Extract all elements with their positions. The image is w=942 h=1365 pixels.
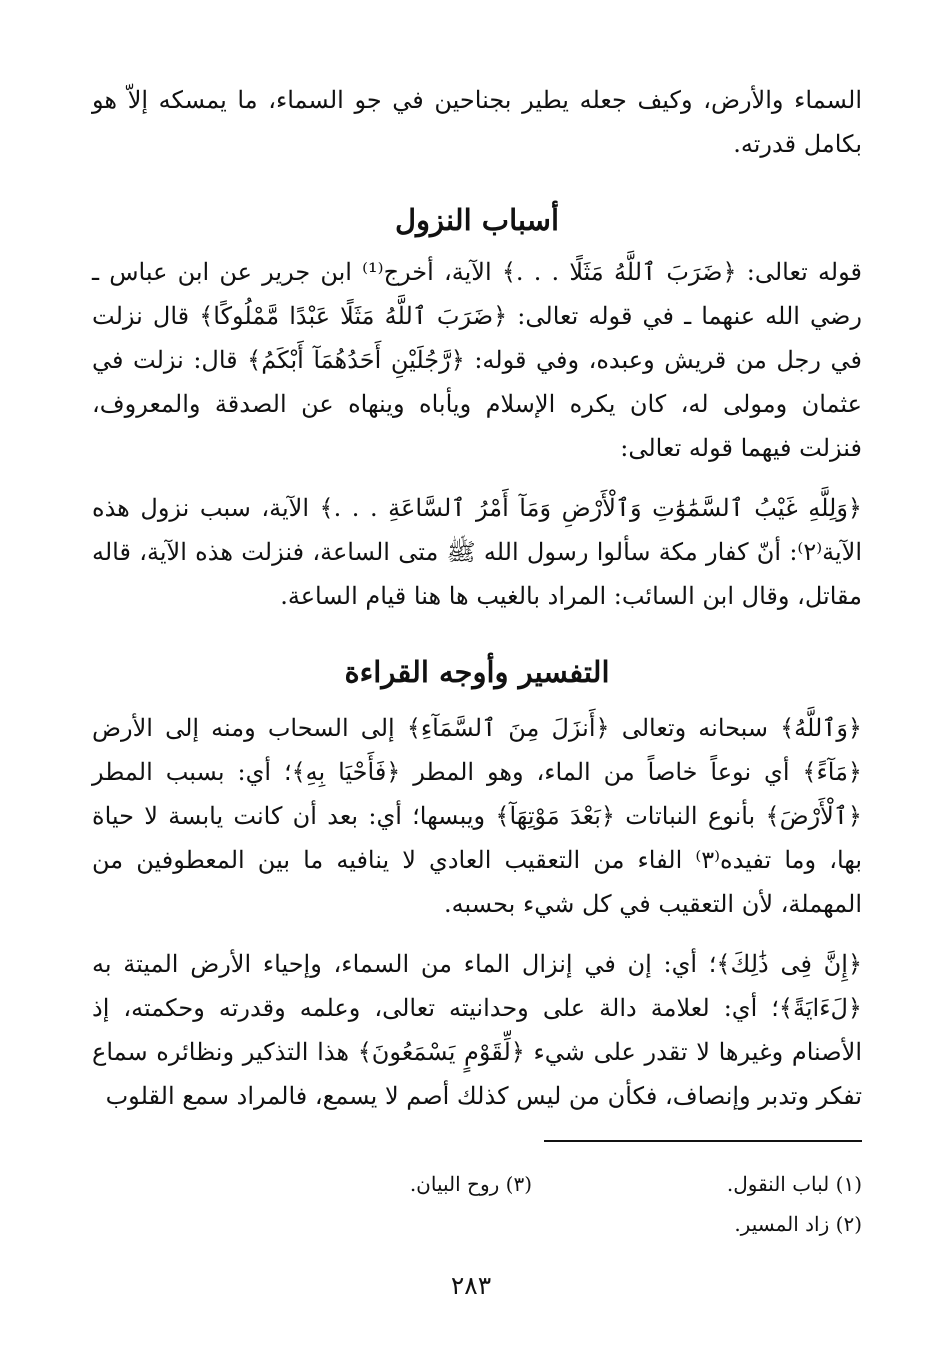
tafsir-paragraph-2: ﴿إِنَّ فِى ذَٰلِكَ﴾؛ أي: إن في إنزال الماء من السماء، وإحياء الأرض الميتة به ﴿لَءَايَةً﴾؛ أي: لعلامة دالة على وحدانيته تعالى، وعلمه وقدرته وحكمته، إذ الأصنام وغيرها لا تقدر على شيء ﴿لِّقَوْمٍ يَسْمَعُونَ﴾ هذا التذكير ونظائره سماع تفكر وتدبر وإنصاف، فكأن من ليس كذلك أصم لا يسمع، فالمراد سمع القلوب: [92, 950, 863, 1110]
footnotes: [92, 1140, 862, 1244]
section-heading-asbab: أسباب النزول: [394, 203, 560, 237]
footnote-3: (٣) روح البيان.: [409, 1172, 532, 1196]
footnote-1: (١) لباب النقول.: [726, 1172, 862, 1196]
intro-paragraph: السماء والأرض، وكيف جعله يطير بجناحين في جو السماء، ما يمسكه إلاّ هو بكامل قدرته.: [92, 86, 862, 158]
tafsir-paragraph-1: ﴿وَٱللَّهُ﴾ سبحانه وتعالى ﴿أَنزَلَ مِنَ ٱلسَّمَآءِ﴾ إلى السحاب ومنه إلى الأرض ﴿مَآءً﴾ أي نوعاً خاصاً من الماء، وهو المطر ﴿فَأَحْيَا بِهِ﴾؛ أي: بسبب المطر ﴿ٱلْأَرْضَ﴾ بأنوع النباتات ﴿بَعْدَ مَوْتِهَآ﴾ ويبسها؛ أي: بعد أن كانت يابسة لا حياة بها، وما تفيده⁽٣⁾ الفاء من التعقيب العادي لا ينافيه ما بين المعطوفين من المهملة، لأن التعقيب في كل شيء بحسبه.: [92, 714, 862, 918]
section-heading-tafsir: التفسير وأوجه القراءة: [344, 655, 610, 689]
footnote-row-1: [92, 1164, 862, 1204]
asbab-paragraph-2: ﴿وَلِلَّهِ غَيْبُ ٱلسَّمَٰوَٰتِ وَٱلْأَرْضِ وَمَآ أَمْرُ ٱلسَّاعَةِ . . .﴾ الآية، سبب نزول هذه الآية⁽٢⁾: أنّ كفار مكة سألوا رسول الله ﷺ متى الساعة، فنزلت هذه الآية، قاله مقاتل، وقال ابن السائب: المراد بالغيب ها هنا قيام الساعة.: [92, 494, 863, 610]
footnote-2: (٢) زاد المسير.: [734, 1212, 862, 1236]
footnote-divider: [544, 1140, 862, 1142]
footnote-row-2: [92, 1204, 862, 1244]
main-text: [92, 78, 862, 1118]
asbab-paragraph-1: قوله تعالى: ﴿ضَرَبَ ٱللَّهُ مَثَلًا . . .﴾ الآية، أخرج⁽¹⁾ ابن جرير عن ابن عباس ـ رضي الله عنهما ـ في قوله تعالى: ﴿ضَرَبَ ٱللَّهُ مَثَلًا عَبْدًا مَّمْلُوكًا﴾ قال نزلت في رجل من قريش وعبده، وفي قوله: ﴿رَّجُلَيْنِ أَحَدُهُمَآ أَبْكَمُ﴾ قال: نزلت في عثمان ومولى له، كان يكره الإسلام ويأباه وينهاه عن الصدقة والمعروف، فنزلت فيهما قوله تعالى:: [92, 258, 862, 462]
page-number: ٢٨٣: [450, 1271, 492, 1300]
